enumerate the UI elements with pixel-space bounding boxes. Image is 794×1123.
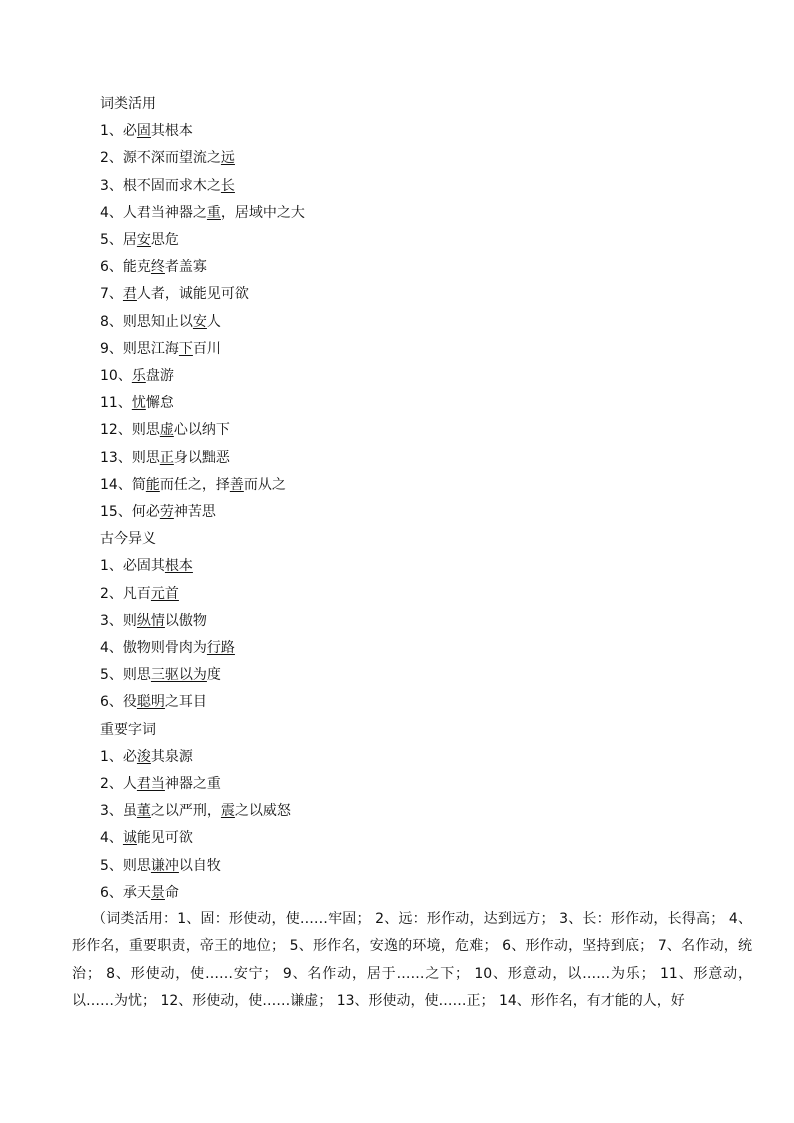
list-item	[100, 284, 249, 304]
item-text: 11、	[100, 395, 132, 412]
underlined-word: 乐	[131, 368, 146, 384]
underlined-word: 安	[192, 313, 207, 330]
list-item	[100, 692, 207, 712]
underlined-word: 纵情	[136, 612, 165, 629]
list-item	[100, 828, 193, 848]
underlined-word: 能	[145, 476, 160, 493]
item-text: 2、人	[100, 776, 137, 792]
list-item	[100, 883, 179, 903]
underlined-word: 善	[229, 476, 244, 493]
item-text: 13、则思	[100, 449, 160, 466]
item-text: 4、傲物则骨肉为	[100, 640, 207, 656]
section-heading: 古今异义	[100, 531, 156, 548]
list-item	[100, 448, 230, 468]
underlined-word: 重	[206, 204, 221, 221]
item-text: 其泉源	[150, 748, 193, 765]
list-item	[100, 230, 179, 250]
underlined-word: 谦冲	[150, 857, 179, 874]
item-text: 12、则思	[100, 422, 160, 439]
item-text: 3、根不固而求木之	[100, 177, 221, 194]
list-item	[100, 475, 286, 495]
underlined-word: 长	[220, 177, 235, 194]
item-text: 5、则思	[100, 667, 151, 684]
underlined-word: 聪明	[136, 694, 165, 711]
item-text: 懈怠	[145, 395, 174, 412]
item-text: 4、	[100, 830, 123, 847]
item-text: 人	[206, 313, 221, 330]
item-text: 3、虽	[100, 803, 137, 820]
item-text: 2、源不深而望流之	[100, 150, 221, 167]
item-text: ，居域中之大	[220, 204, 305, 221]
item-text: 2、凡百	[100, 585, 151, 602]
underlined-word: 浚	[136, 748, 151, 765]
item-text: 而从之	[243, 476, 286, 493]
item-text: 4、人君当神器之	[100, 204, 207, 221]
item-text: 6、能克	[100, 259, 151, 276]
item-text: 度	[206, 667, 221, 684]
list-item	[100, 774, 221, 794]
list-item	[100, 801, 291, 821]
item-text: 1、必	[100, 123, 137, 140]
list-item	[100, 203, 305, 223]
list-item	[100, 502, 216, 522]
item-text: 5、居	[100, 232, 137, 248]
item-text: 命	[164, 884, 179, 901]
list-item	[100, 611, 207, 631]
item-text: 15、何必	[100, 504, 160, 520]
item-text: 百川	[192, 340, 221, 357]
list-item	[100, 148, 235, 168]
underlined-word: 景	[150, 884, 165, 901]
item-text: 1、必固其	[100, 558, 165, 575]
section-heading: 词类活用	[100, 96, 156, 112]
item-text: 1、必	[100, 748, 137, 765]
list-item	[100, 665, 221, 685]
list-item	[100, 556, 193, 576]
underlined-word: 元首	[150, 585, 179, 602]
item-text: 心以纳下	[173, 422, 230, 439]
underlined-word: 董	[136, 803, 151, 820]
underlined-word: 固	[136, 123, 151, 140]
list-item	[100, 366, 174, 386]
item-text: 5、则思	[100, 857, 151, 874]
item-text: 10、	[100, 368, 132, 384]
underlined-word: 远	[220, 150, 235, 167]
item-text: 人者，诚能见可欲	[136, 286, 249, 303]
underlined-word: 三驱以为	[150, 667, 207, 684]
item-text: 之以威怒	[234, 803, 291, 820]
item-text: 其根本	[150, 123, 193, 140]
item-text: 思危	[150, 232, 179, 248]
list-item	[100, 312, 221, 332]
item-text: 而任之，择	[159, 476, 230, 493]
list-item	[100, 747, 193, 767]
item-text: 神苦思	[173, 504, 216, 520]
item-text: 3、则	[100, 612, 137, 629]
list-item	[100, 176, 235, 196]
item-text: 之耳目	[164, 694, 207, 711]
item-text: 神器之重	[164, 776, 221, 792]
underlined-word: 诚	[122, 830, 137, 847]
underlined-word: 终	[150, 259, 165, 276]
underlined-word: 正	[159, 449, 174, 466]
list-item	[100, 393, 174, 413]
underlined-word: 忧	[131, 395, 146, 412]
list-item	[100, 257, 207, 277]
section-heading: 重要字词	[100, 721, 156, 738]
list-item	[100, 856, 221, 876]
item-text: 能见可欲	[136, 830, 193, 847]
answer-note: （词类活用：1、固：形使动，使……牢固； 2、远：形作动，达到远方； 3、长：形作动，长得高； 4、形作名，重要职责，帝王的地位； 5、形作名，安逸的环境，危难； 6、形作动，坚持到底； 7、名作动，统治； 8、形使动，使……安宁； 9、名作动，居于……之下； 10、形意动，以……为乐； 11、形意动，以……为忧； 12、形使动，使……谦虚； 13、形使动，使……正； 14、形作名，有才能的人，好	[72, 911, 752, 1009]
item-text: 者盖寡	[164, 259, 207, 276]
underlined-word: 安	[136, 232, 151, 248]
underlined-word: 劳	[159, 504, 174, 520]
item-text: 8、则思知止以	[100, 313, 193, 330]
item-text: 之以严刑，	[150, 803, 221, 820]
underlined-word: 虚	[159, 422, 174, 439]
list-item	[100, 584, 179, 604]
underlined-word: 君	[122, 286, 137, 303]
item-text: 身以黜恶	[173, 449, 230, 466]
item-text: 6、役	[100, 694, 137, 711]
item-text: 7、	[100, 286, 123, 303]
list-item	[100, 339, 221, 359]
underlined-word: 根本	[164, 558, 193, 575]
item-text: 盘游	[145, 368, 174, 384]
item-text: 以自牧	[178, 857, 221, 874]
underlined-word: 行路	[206, 640, 235, 656]
list-item	[100, 121, 193, 141]
list-item	[100, 638, 235, 658]
underlined-word: 震	[220, 803, 235, 820]
item-text: 14、简	[100, 476, 146, 493]
list-item	[100, 420, 230, 440]
underlined-word: 下	[178, 340, 193, 357]
item-text: 9、则思江海	[100, 340, 179, 357]
underlined-word: 君当	[136, 776, 165, 792]
item-text: 6、承天	[100, 884, 151, 901]
item-text: 以傲物	[164, 612, 207, 629]
